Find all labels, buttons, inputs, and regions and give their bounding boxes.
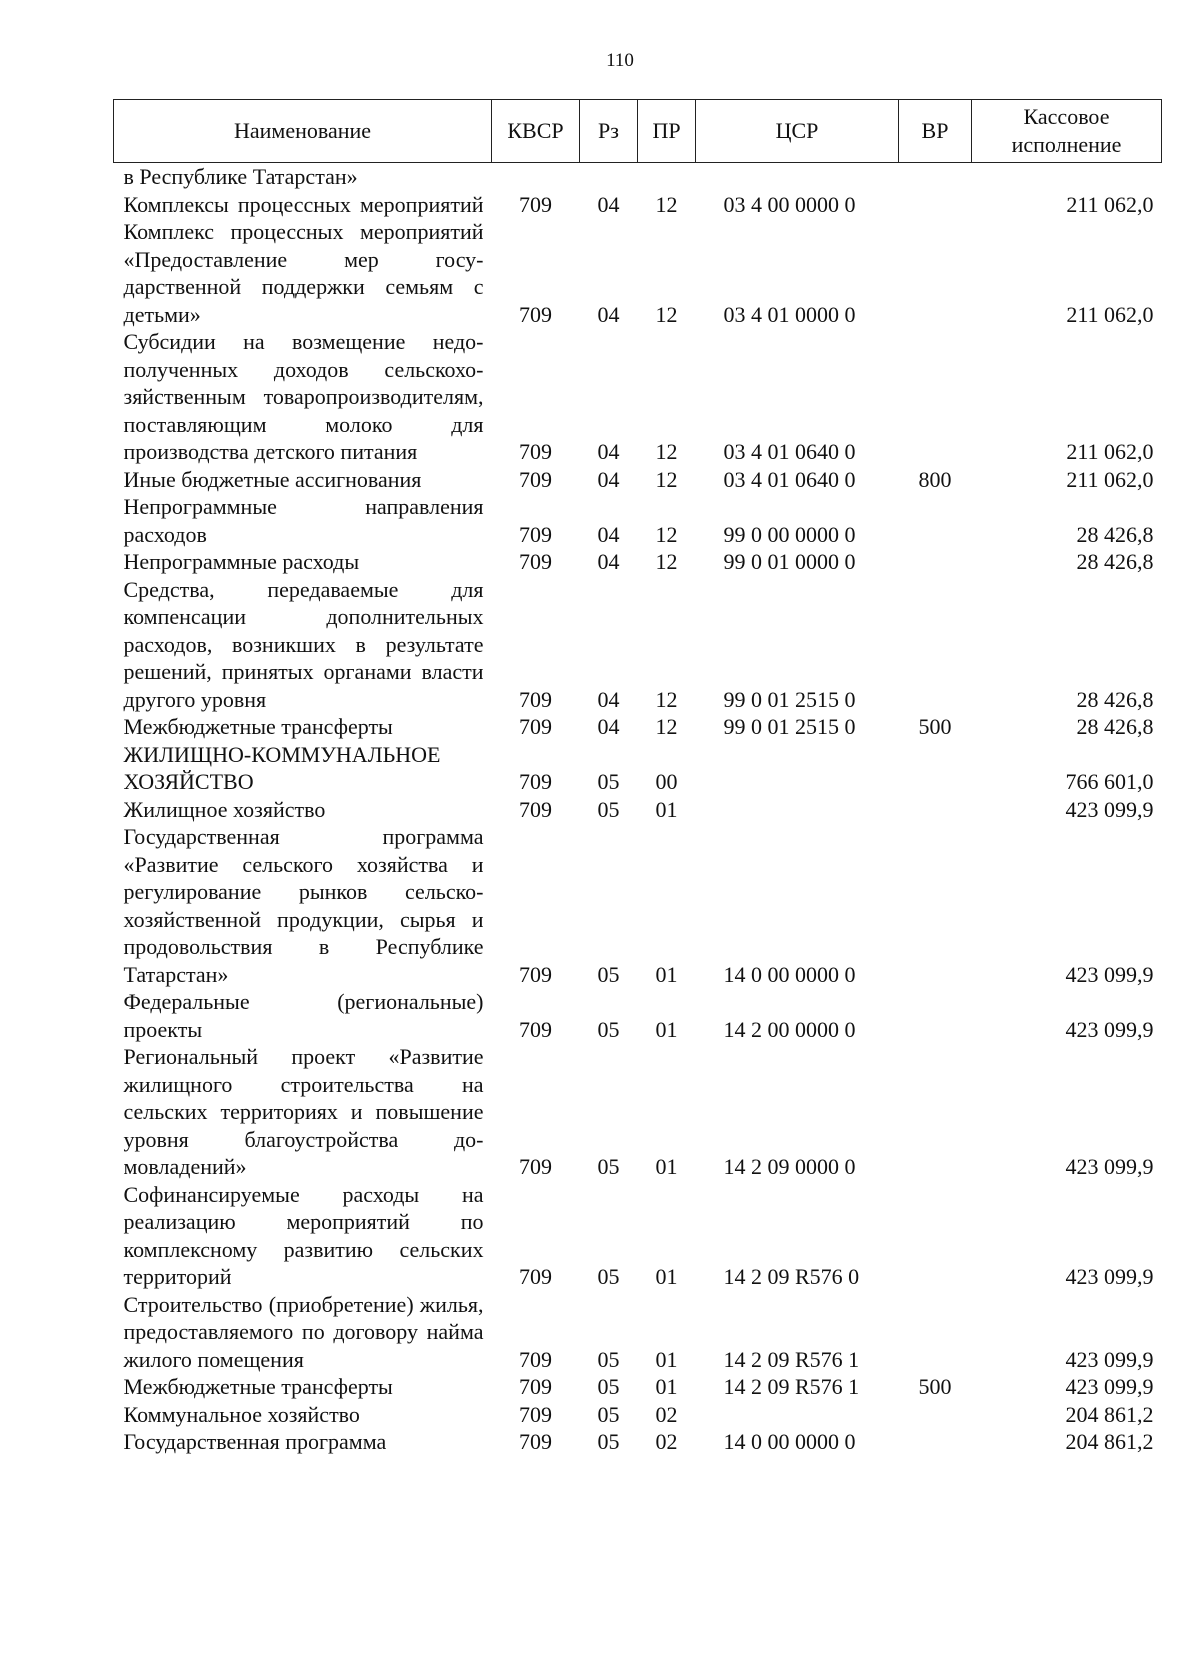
- row-sum: 423 099,9: [1065, 1264, 1154, 1289]
- row-vr: [899, 548, 972, 576]
- row-kvsr: 709: [519, 1374, 552, 1399]
- row-csr: 14 2 09 R576 0: [723, 1264, 860, 1289]
- row-kvsr: 709: [519, 714, 552, 739]
- table-row: [114, 1401, 1162, 1429]
- row-kvsr: [492, 163, 580, 191]
- row-csr: 03 4 01 0640 0: [723, 439, 856, 464]
- table-row: [114, 741, 1162, 796]
- row-csr: 99 0 01 2515 0: [723, 714, 856, 739]
- row-csr: 14 0 00 0000 0: [723, 961, 856, 987]
- row-pr: 12: [655, 439, 678, 464]
- row-vr: [899, 988, 972, 1043]
- table-row: [114, 796, 1162, 824]
- table-row: [114, 1428, 1162, 1456]
- row-sum: 28 426,8: [1076, 549, 1154, 574]
- row-kvsr: 709: [519, 521, 552, 547]
- row-rz: 05: [597, 796, 620, 822]
- table-row: [114, 328, 1162, 466]
- row-vr: [899, 1043, 972, 1181]
- row-pr: 01: [655, 1016, 678, 1042]
- column-header-vr: ВР: [899, 100, 972, 163]
- row-name: Государственная программа «Развитие сельского хозяйства и регулирование рынков сельскохозяйственной продукции, сырья и продовольствия в Республике Татарстан»: [123, 824, 484, 987]
- row-sum: 28 426,8: [1076, 521, 1154, 547]
- row-rz: 04: [597, 466, 620, 492]
- row-rz: [580, 163, 638, 191]
- row-kvsr: 709: [519, 1264, 552, 1289]
- row-name: Федеральные (региональные) проекты: [123, 989, 484, 1042]
- row-sum: 28 426,8: [1076, 686, 1154, 712]
- row-rz: 04: [597, 521, 620, 547]
- row-sum: 211 062,0: [1066, 191, 1154, 217]
- row-name: Коммунальное хозяйство: [123, 1401, 360, 1427]
- row-pr: 01: [655, 1374, 678, 1399]
- row-vr: 800: [918, 466, 952, 492]
- row-csr: 03 4 00 0000 0: [723, 191, 856, 217]
- row-rz: 05: [597, 961, 620, 987]
- row-pr: 01: [655, 1264, 678, 1289]
- table-row: [114, 1181, 1162, 1291]
- row-name: Региональный проект «Развитие жилищного строительства на сельских территориях и повышение уровня благоустройства домовладений»: [123, 1044, 484, 1179]
- row-csr: 99 0 01 2515 0: [723, 686, 856, 712]
- table-row: [114, 191, 1162, 219]
- row-pr: 12: [655, 301, 678, 327]
- row-pr: 01: [655, 1346, 678, 1372]
- row-vr: [899, 576, 972, 714]
- table-row: [114, 1291, 1162, 1374]
- column-header-rz: Рз: [580, 100, 638, 163]
- row-rz: 05: [597, 1401, 620, 1427]
- row-sum: 423 099,9: [1065, 1154, 1154, 1179]
- row-kvsr: 709: [519, 796, 552, 822]
- row-sum: 423 099,9: [1065, 1016, 1154, 1042]
- row-rz: 04: [597, 714, 620, 739]
- row-sum: 423 099,9: [1065, 1374, 1154, 1399]
- row-name: Непрограммные расходы: [123, 549, 360, 574]
- row-rz: 05: [597, 1374, 620, 1399]
- table-row: [114, 576, 1162, 714]
- row-pr: 12: [655, 686, 678, 712]
- row-name: Межбюджетные трансферты: [123, 714, 393, 739]
- row-rz: 05: [597, 1016, 620, 1042]
- column-header-kvsr: КВСР: [492, 100, 580, 163]
- row-rz: 05: [597, 1264, 620, 1289]
- row-vr: 500: [918, 714, 952, 739]
- row-name: Средства, передаваемые для компенсации дополнительных расходов, возникших в результате решений, принятых органами власти другого уровня: [123, 576, 484, 712]
- table-row: [114, 163, 1162, 191]
- row-vr: [899, 163, 972, 191]
- row-rz: 05: [597, 769, 620, 794]
- row-kvsr: 709: [519, 1429, 552, 1454]
- row-kvsr: 709: [519, 1016, 552, 1042]
- table-row: [114, 1373, 1162, 1401]
- row-csr: [696, 796, 899, 824]
- row-name: Жилищное хозяйство: [123, 796, 326, 822]
- row-csr: 14 0 00 0000 0: [723, 1429, 856, 1454]
- column-header-pr: ПР: [638, 100, 696, 163]
- table-row: [114, 823, 1162, 988]
- row-sum: 423 099,9: [1065, 1346, 1154, 1372]
- row-pr: 12: [655, 714, 678, 739]
- row-kvsr: 709: [519, 1346, 552, 1372]
- row-csr: 99 0 00 0000 0: [723, 521, 856, 547]
- page-number: 110: [606, 50, 634, 71]
- row-pr: 12: [655, 521, 678, 547]
- row-sum: 211 062,0: [1066, 301, 1154, 327]
- row-pr: 01: [655, 796, 678, 822]
- row-name: ЖИЛИЩНО-КОММУНАЛЬНОЕ ХОЗЯЙСТВО: [123, 741, 441, 794]
- row-csr: 14 2 00 0000 0: [723, 1016, 856, 1042]
- row-name: Межбюджетные трансферты: [123, 1374, 393, 1399]
- row-vr: [899, 1428, 972, 1456]
- row-pr: 12: [655, 466, 678, 492]
- row-vr: [899, 796, 972, 824]
- row-vr: [899, 1401, 972, 1429]
- row-name: Иные бюджетные ассигнования: [123, 466, 422, 492]
- row-vr: [899, 191, 972, 219]
- row-csr: [696, 163, 899, 191]
- row-name: Комплекс процессных мероприятий «Предоставление мер государственной поддержки семьям с детьми»: [123, 219, 484, 327]
- row-csr: 03 4 01 0640 0: [723, 466, 856, 492]
- row-kvsr: 709: [519, 466, 552, 492]
- row-name: Строительство (приобретение) жилья, предоставляемого по договору найма жилого помещения: [123, 1291, 484, 1372]
- row-rz: 04: [597, 439, 620, 464]
- row-rz: 05: [597, 1154, 620, 1179]
- row-csr: 99 0 01 0000 0: [723, 549, 856, 574]
- table-header: [114, 100, 1162, 163]
- row-kvsr: 709: [519, 1401, 552, 1427]
- row-sum: 211 062,0: [1066, 466, 1154, 492]
- column-header-name: Наименование: [114, 100, 492, 163]
- row-csr: 14 2 09 0000 0: [723, 1154, 856, 1179]
- table-row: [114, 988, 1162, 1043]
- row-name: Софинансируемые расходы на реализацию мероприятий по комплексному развитию сельских территорий: [123, 1181, 484, 1289]
- row-sum: 28 426,8: [1076, 714, 1154, 739]
- row-vr: [899, 823, 972, 988]
- row-pr: 00: [655, 769, 678, 794]
- row-name: Субсидии на возмещение недополученных доходов сельскохозяйственным товаропроизводителям, поставляющим молоко для производства детского питания: [123, 329, 484, 464]
- row-pr: 12: [655, 549, 678, 574]
- row-name: в Республике Татарстан»: [123, 164, 358, 189]
- row-pr: 02: [655, 1401, 678, 1427]
- row-pr: 12: [655, 191, 678, 217]
- row-sum: 204 861,2: [1065, 1429, 1154, 1454]
- row-csr: 03 4 01 0000 0: [723, 301, 856, 327]
- row-rz: 05: [597, 1429, 620, 1454]
- row-kvsr: 709: [519, 686, 552, 712]
- row-pr: 01: [655, 1154, 678, 1179]
- table-row: [114, 218, 1162, 328]
- row-vr: [899, 741, 972, 796]
- row-csr: [696, 1401, 899, 1429]
- row-kvsr: 709: [519, 769, 552, 794]
- table-row: [114, 493, 1162, 548]
- row-name: Государственная программа: [123, 1429, 387, 1454]
- table-row: [114, 548, 1162, 576]
- table-row: [114, 466, 1162, 494]
- row-rz: 04: [597, 549, 620, 574]
- row-vr: [899, 218, 972, 328]
- row-pr: [638, 163, 696, 191]
- row-sum: 204 861,2: [1065, 1401, 1154, 1427]
- row-name: Непрограммные направления расходов: [123, 494, 484, 547]
- row-sum: 423 099,9: [1065, 961, 1154, 987]
- table-row: [114, 713, 1162, 741]
- column-header-sum: Кассовое исполнение: [972, 100, 1162, 163]
- row-rz: 05: [597, 1346, 620, 1372]
- row-pr: 01: [655, 961, 678, 987]
- row-rz: 04: [597, 686, 620, 712]
- row-kvsr: 709: [519, 549, 552, 574]
- column-header-csr: ЦСР: [696, 100, 899, 163]
- table-body: [114, 163, 1162, 1456]
- row-kvsr: 709: [519, 961, 552, 987]
- row-csr: 14 2 09 R576 1: [723, 1346, 860, 1372]
- row-vr: [899, 1181, 972, 1291]
- row-csr: [696, 741, 899, 796]
- row-rz: 04: [597, 301, 620, 327]
- budget-table: [113, 99, 1162, 1456]
- row-vr: [899, 328, 972, 466]
- row-name: Комплексы процессных мероприятий: [123, 191, 484, 217]
- table-row: [114, 1043, 1162, 1181]
- row-pr: 02: [655, 1429, 678, 1454]
- row-sum: 423 099,9: [1065, 796, 1154, 822]
- row-csr: 14 2 09 R576 1: [723, 1374, 860, 1399]
- row-vr: 500: [918, 1374, 952, 1399]
- row-vr: [899, 493, 972, 548]
- row-kvsr: 709: [519, 1154, 552, 1179]
- row-sum: 211 062,0: [1066, 439, 1154, 464]
- row-kvsr: 709: [519, 191, 552, 217]
- row-kvsr: 709: [519, 301, 552, 327]
- row-sum: 766 601,0: [1065, 769, 1154, 794]
- row-vr: [899, 1291, 972, 1374]
- row-sum: [972, 163, 1162, 191]
- row-rz: 04: [597, 191, 620, 217]
- row-kvsr: 709: [519, 439, 552, 464]
